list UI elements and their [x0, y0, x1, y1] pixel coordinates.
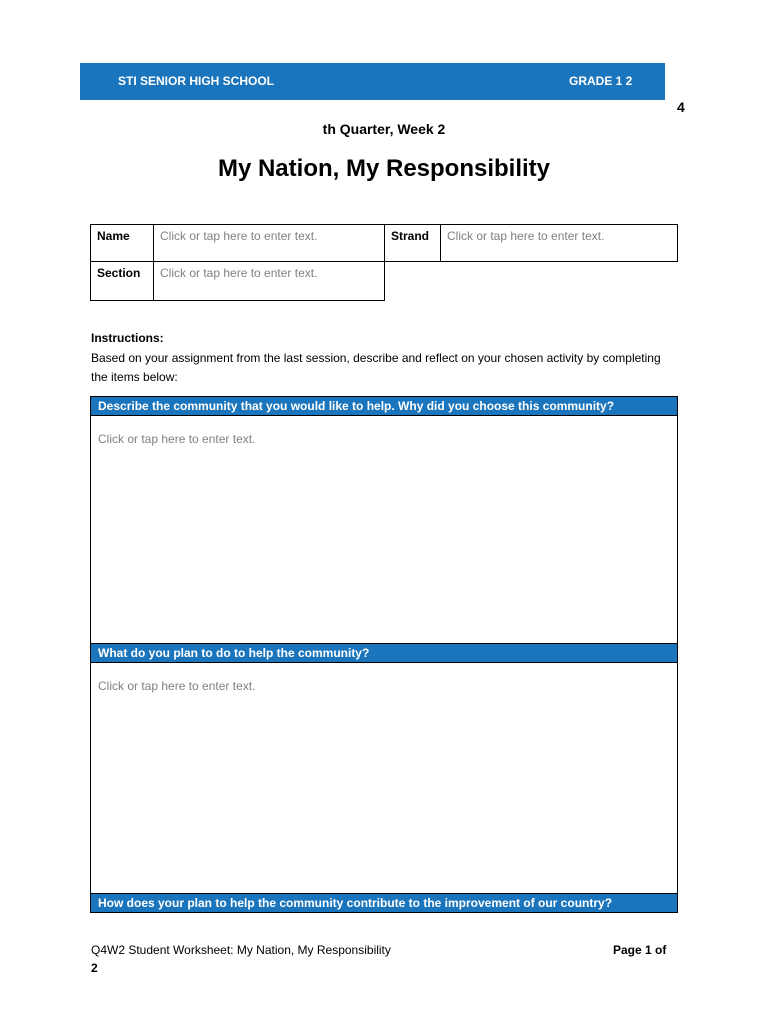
quarter-text: th Quarter [322, 121, 390, 137]
name-label: Name [90, 224, 154, 262]
question-prompt-1: Describe the community that you would like to help. Why did you choose this community? [91, 397, 677, 416]
school-name: STI SENIOR HIGH SCHOOL [118, 74, 275, 88]
page-label: Page [613, 943, 646, 957]
footer-worksheet-title: Q4W2 Student Worksheet: My Nation, My Responsibility [91, 943, 391, 957]
page-of: of [651, 943, 667, 957]
section-field[interactable]: Click or tap here to enter text. [153, 261, 385, 301]
question-prompt-2: What do you plan to do to help the community? [91, 644, 677, 663]
answer-field-2[interactable]: Click or tap here to enter text. [98, 679, 256, 693]
strand-label: Strand [384, 224, 441, 262]
grade-level: GRADE 1 2 [569, 74, 633, 88]
week-text: , Week 2 [389, 121, 446, 137]
answer-field-1[interactable]: Click or tap here to enter text. [98, 432, 256, 446]
footer-page-number [613, 943, 666, 957]
strand-field[interactable]: Click or tap here to enter text. [440, 224, 678, 262]
page-title: My Nation, My Responsibility [217, 155, 551, 182]
question-box-3 [90, 893, 678, 913]
question-box-1 [90, 396, 678, 644]
name-field[interactable]: Click or tap here to enter text. [153, 224, 385, 262]
instructions-heading: Instructions: [91, 331, 164, 345]
quarter-number: 4 [677, 99, 685, 115]
header-banner [80, 63, 665, 100]
quarter-week [0, 121, 768, 137]
question-prompt-3: How does your plan to help the community contribute to the improvement of our country? [91, 894, 677, 912]
question-box-2 [90, 643, 678, 895]
page-total: 2 [91, 961, 98, 975]
section-label: Section [90, 261, 154, 301]
instructions-body: Based on your assignment from the last session, describe and reflect on your chosen activity by completing the items below: [91, 351, 661, 384]
page-current: 1 [645, 943, 652, 957]
